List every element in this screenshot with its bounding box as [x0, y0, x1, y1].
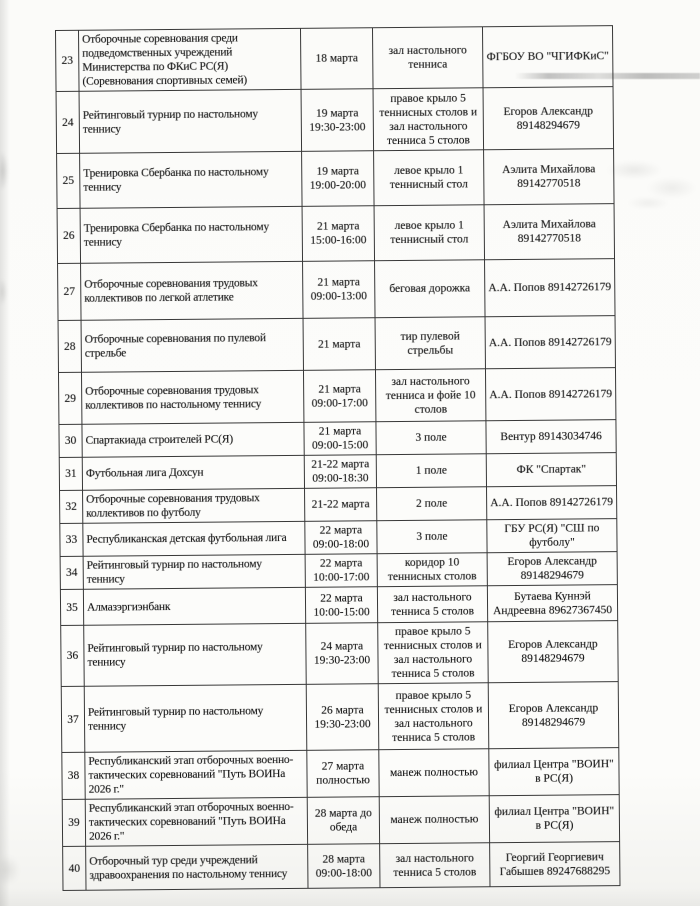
cell-row-number: 40 — [63, 846, 86, 890]
cell-date-time: 21 марта 09:00-15:00 — [304, 422, 376, 456]
cell-organizer: филиал Центра "ВОИН" в РС(Я) — [489, 795, 619, 843]
cell-row-number: 28 — [58, 320, 81, 372]
cell-date-time: 21-22 марта — [305, 488, 377, 522]
cell-event-name: Тренировка Сбербанка по настольному теннису — [80, 206, 302, 263]
table-row — [57, 204, 614, 264]
cell-row-number: 31 — [59, 457, 82, 490]
cell-event-name: Отборочные соревнования по пулевой стрельбе — [81, 318, 303, 372]
cell-venue: манеж полностью — [379, 796, 489, 844]
cell-organizer: Егоров Александр 89148294679 — [487, 552, 617, 586]
cell-date-time: 21 марта — [303, 318, 375, 371]
cell-date-time: 21 марта 15:00-16:00 — [302, 206, 374, 262]
table-row — [56, 26, 614, 92]
cell-date-time: 21-22 марта 09:00-18:30 — [304, 455, 376, 489]
scan-artifact-blob — [0, 272, 10, 312]
schedule-table — [55, 25, 620, 891]
scan-edge-shadow — [0, 0, 10, 906]
cell-event-name: Тренировка Сбербанка по настольному теннису — [80, 151, 302, 208]
cell-event-name: Республиканская детская футбольная лига — [83, 521, 305, 556]
cell-venue: правое крыло 5 теннисных столов и зал настольного тенниса 5 столов — [373, 88, 484, 151]
cell-event-name: Спартакиада строителей РС(Я) — [82, 422, 304, 457]
cell-event-name: Отборочные соревнования трудовых коллективов по настольному теннису — [81, 370, 303, 424]
cell-row-number: 26 — [57, 208, 80, 263]
cell-venue: зал настольного тенниса — [372, 27, 483, 89]
cell-venue: 3 поле — [377, 520, 487, 554]
cell-organizer: Аэлита Михайлова 89142770518 — [484, 204, 614, 260]
schedule-table-body — [56, 26, 620, 891]
cell-row-number: 35 — [60, 589, 83, 625]
cell-row-number: 38 — [62, 752, 85, 799]
table-row — [60, 486, 617, 524]
cell-event-name: Рейтинговый турнир по настольному теннису — [79, 89, 302, 153]
cell-organizer: Егоров Александр 89148294679 — [483, 87, 614, 150]
cell-row-number: 24 — [56, 91, 80, 153]
cell-venue: зал настольного тенниса и фойе 10 столов — [375, 369, 485, 422]
cell-date-time: 22 марта 09:00-18:00 — [305, 521, 377, 555]
cell-event-name: Рейтинговый турнир по настольному теннису — [84, 623, 307, 686]
cell-date-time: 22 марта 10:00-17:00 — [305, 554, 377, 588]
table-row — [58, 259, 615, 321]
cell-event-name: Республиканский этап отборочных военно-тактических соревнований "Путь ВОИНа 2026 г." — [85, 750, 307, 799]
table-row — [60, 585, 617, 626]
cell-event-name: Отборочные соревнования трудовых коллективов по легкой атлетике — [81, 261, 303, 320]
cell-date-time: 28 марта 09:00-18:00 — [308, 844, 380, 889]
cell-date-time: 18 марта — [300, 28, 373, 90]
cell-row-number: 27 — [58, 263, 81, 320]
cell-venue: правое крыло 5 теннисных столов и зал настольного тенниса 5 столов — [378, 683, 489, 750]
cell-organizer: Георгий Георгиевич Габышев 89247688295 — [490, 842, 620, 887]
table-row — [59, 453, 616, 491]
table-row — [61, 621, 619, 687]
table-row — [56, 87, 614, 154]
cell-organizer: ГБУ РС(Я) "СШ по футболу" — [487, 519, 617, 553]
cell-venue: зал настольного тенниса 5 столов — [377, 586, 487, 623]
cell-venue: тир пулевой стрельбы — [375, 317, 485, 370]
cell-date-time: 21 марта 09:00-13:00 — [303, 261, 375, 319]
cell-venue: коридор 10 теннисных столов — [377, 553, 487, 587]
cell-organizer: ФГБОУ ВО "ЧГИФКиС" — [482, 26, 613, 88]
table-row — [62, 748, 619, 800]
table-row — [63, 842, 620, 891]
cell-organizer: ФК "Спартак" — [486, 453, 616, 487]
cell-venue: зал настольного тенниса 5 столов — [380, 843, 490, 888]
cell-venue: правое крыло 5 теннисных столов и зал настольного тенниса 5 столов — [378, 622, 489, 684]
cell-row-number: 29 — [58, 372, 81, 424]
cell-organizer: филиал Центра "ВОИН" в РС(Я) — [489, 748, 619, 796]
scan-artifact-smudge — [606, 152, 700, 212]
cell-event-name: Рейтинговый турнир по настольному теннису — [84, 684, 307, 752]
cell-organizer: А.А. Попов 89142726179 — [485, 368, 615, 421]
cell-row-number: 23 — [56, 30, 80, 91]
cell-venue: левое крыло 1 теннисный стол — [374, 205, 484, 261]
cell-event-name: Республиканский этап отборочных военно-тактических соревнований "Путь ВОИНа 2026 г." — [85, 797, 307, 846]
scan-artifact-blob — [0, 142, 12, 200]
table-row — [61, 682, 619, 753]
table-row — [57, 149, 614, 209]
cell-organizer: Егоров Александр 89148294679 — [488, 682, 619, 749]
cell-row-number: 34 — [60, 556, 83, 589]
cell-row-number: 30 — [59, 424, 82, 457]
cell-row-number: 37 — [61, 686, 85, 752]
cell-venue: 3 поле — [376, 421, 486, 455]
table-row — [58, 368, 615, 425]
cell-event-name: Футбольная лига Дохсун — [82, 455, 304, 490]
cell-organizer: Вентур 89143034746 — [486, 420, 616, 454]
cell-row-number: 33 — [60, 523, 83, 556]
cell-date-time: 19 марта 19:30-23:00 — [301, 89, 374, 152]
cell-venue: беговая дорожка — [375, 260, 485, 318]
cell-date-time: 21 марта 09:00-17:00 — [303, 370, 375, 423]
cell-organizer: Егоров Александр 89148294679 — [488, 621, 619, 683]
cell-event-name: Рейтинговый турнир по настольному теннису — [83, 554, 305, 589]
scan-artifact-blob — [0, 846, 30, 894]
table-row — [62, 795, 619, 847]
cell-venue: манеж полностью — [379, 749, 489, 797]
cell-date-time: 26 марта 19:30-23:00 — [306, 684, 379, 751]
cell-organizer: А.А. Попов 89142726179 — [487, 486, 617, 520]
table-row — [58, 316, 615, 373]
cell-date-time: 28 марта до обеда — [307, 797, 379, 845]
cell-venue: 1 поле — [376, 454, 486, 488]
cell-organizer: А.А. Попов 89142726179 — [485, 259, 615, 317]
cell-date-time: 27 марта полностью — [307, 750, 379, 798]
cell-row-number: 39 — [62, 799, 85, 846]
cell-event-name: Отборочные соревнования среди подведомственных учреждений Министерства по ФКиС РС(Я) (Соревнования спортивных семей) — [79, 28, 302, 91]
cell-event-name: Отборочные соревнования трудовых коллективов по футболу — [83, 488, 305, 523]
cell-venue: левое крыло 1 теннисный стол — [374, 150, 484, 206]
cell-event-name: Алмазэргиэнбанк — [83, 587, 305, 625]
table-row — [60, 519, 617, 557]
schedule-table-wrap — [55, 25, 622, 891]
cell-event-name: Отборочный тур среди учреждений здравоохранения по настольному теннису — [86, 844, 308, 890]
cell-date-time: 19 марта 19:00-20:00 — [302, 151, 374, 207]
cell-row-number: 32 — [60, 490, 83, 523]
cell-row-number: 36 — [61, 625, 85, 686]
cell-row-number: 25 — [57, 153, 80, 208]
cell-organizer: Аэлита Михайлова 89142770518 — [484, 149, 614, 205]
cell-date-time: 24 марта 19:30-23:00 — [306, 623, 379, 685]
cell-date-time: 22 марта 10:00-15:00 — [305, 587, 377, 624]
cell-organizer: А.А. Попов 89142726179 — [485, 316, 615, 369]
table-row — [59, 420, 616, 458]
table-row — [60, 552, 617, 590]
cell-venue: 2 поле — [377, 487, 487, 521]
cell-organizer: Бутаева Куннэй Андреевна 89627367450 — [487, 585, 617, 622]
